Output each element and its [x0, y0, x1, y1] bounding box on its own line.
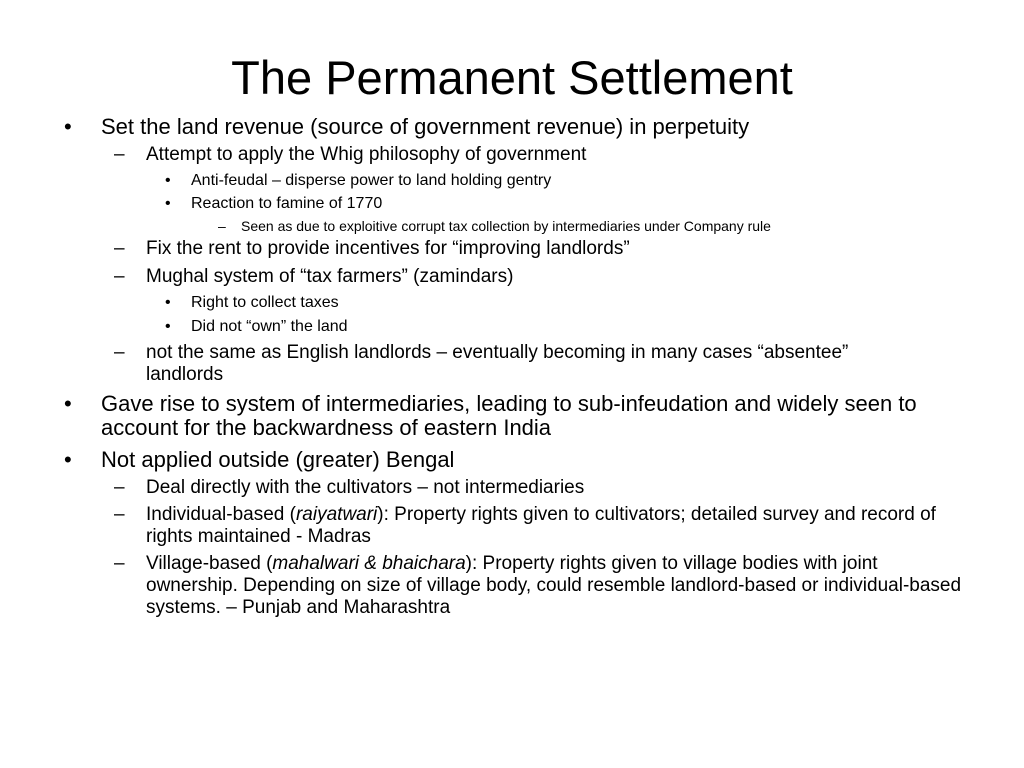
bullet-marker: • — [64, 391, 72, 416]
dash-marker: – — [114, 238, 125, 259]
sub-sub-item: Reaction to famine of 1770 — [191, 195, 383, 212]
sub-item: Mughal system of “tax farmers” (zamindars) — [146, 266, 514, 287]
text-run: Individual-based ( — [146, 504, 296, 525]
dash-marker: – — [114, 504, 125, 525]
bullet-marker: • — [165, 318, 171, 335]
dash-marker: – — [114, 266, 125, 287]
sub-item — [146, 504, 961, 548]
bullet-item: Not applied outside (greater) Bengal — [101, 447, 455, 472]
sub-sub-sub-item: Seen as due to exploitive corrupt tax collection by intermediaries under Company rule — [241, 218, 771, 234]
sub-sub-item: Anti-feudal – disperse power to land holding gentry — [191, 172, 552, 189]
sub-sub-item: Right to collect taxes — [191, 294, 339, 311]
sub-sub-item: Did not “own” the land — [191, 318, 348, 335]
sub-item: Fix the rent to provide incentives for “improving landlords” — [146, 238, 630, 259]
text-run: ): Property rights given to village bodies with joint ownership. Depending on size of village body, could resemble landlord-based or individual-based systems. – Punjab and Maharashtra — [146, 553, 962, 618]
bullet-marker: • — [64, 447, 72, 472]
bullet-marker: • — [64, 114, 72, 139]
slide-title: The Permanent Settlement — [231, 51, 793, 104]
dash-marker: – — [114, 553, 125, 574]
dash-marker: – — [114, 342, 125, 363]
bullet-item: Gave rise to system of intermediaries, leading to sub-infeudation and widely seen to account for the backwardness of eastern India — [101, 391, 917, 440]
bullet-marker: • — [165, 294, 171, 311]
sub-item: Attempt to apply the Whig philosophy of government — [146, 144, 587, 165]
italic-term: raiyatwari — [295, 504, 378, 525]
bullet-item: Set the land revenue (source of government revenue) in perpetuity — [101, 114, 750, 139]
sub-item — [146, 553, 964, 619]
bullet-marker: • — [165, 195, 171, 212]
text-run: Village-based ( — [146, 553, 273, 574]
dash-marker: – — [114, 477, 125, 498]
sub-item: not the same as English landlords – eventually becoming in many cases “absentee” landlords — [146, 342, 849, 385]
dash-marker: – — [218, 218, 226, 234]
italic-term: mahalwari & bhaichara — [272, 553, 466, 574]
sub-item: Deal directly with the cultivators – not intermediaries — [146, 477, 585, 498]
text-run: ): Property rights given to cultivators; detailed survey and record of rights maintained - Madras — [146, 504, 936, 547]
bullet-marker: • — [165, 172, 171, 189]
dash-marker: – — [114, 144, 125, 165]
